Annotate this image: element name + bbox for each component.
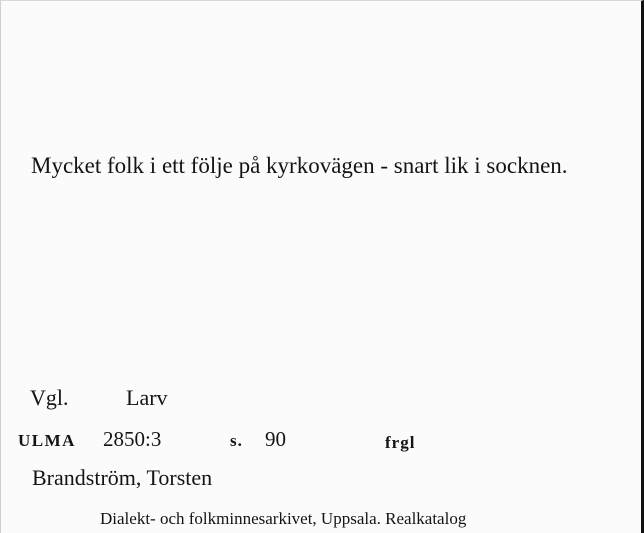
archive-code: ULMA [18,431,76,450]
informant-name: Brandström, Torsten [32,465,213,490]
region-label: Vgl. [30,385,69,410]
type-code: frgl [385,433,416,452]
archive-footer: Dialekt- och folkminnesarkivet, Uppsala. Realkatalog [100,509,467,528]
parish-label: Larv [126,385,168,410]
card-text: Mycket folk i ett följe på kyrkovägen - snart lik i socknen. [31,153,568,178]
page-label: s. [230,431,243,450]
page-number: 90 [265,427,286,451]
accession-number: 2850:3 [103,427,162,451]
